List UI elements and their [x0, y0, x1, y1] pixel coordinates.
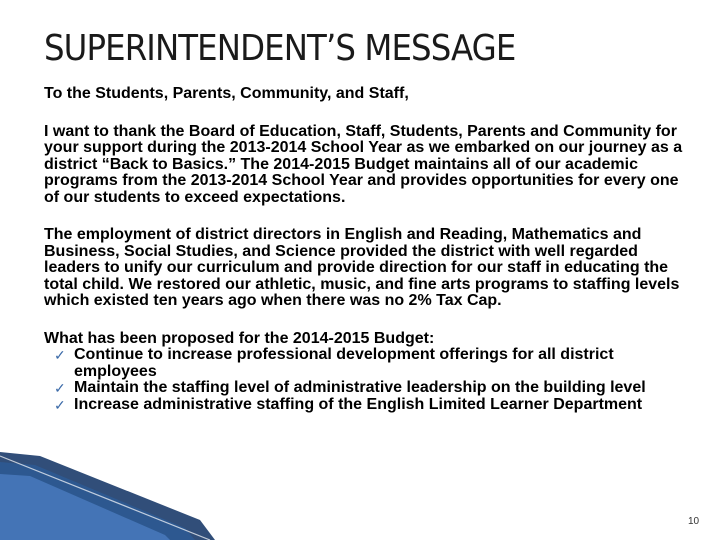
- list-item-text: Increase administrative staffing of the English Limited Learner Department: [74, 395, 643, 413]
- list-item: [54, 346, 690, 380]
- paragraph-directors: The employment of district directors in English and Reading, Mathematics and Business, Social Studies, and Science provided the district with well regarded leaders to unify our curriculum and provide direction for our staff in educating the total child. We restored our athletic, music, and fine arts programs to staffing levels which existed ten years ago when there was no 2% Tax Cap.: [44, 226, 680, 309]
- checkmark-icon: ✓: [54, 396, 66, 413]
- list-item-text: Maintain the staffing level of administrative leadership on the building level: [74, 379, 646, 396]
- swoosh-light-band: [0, 474, 170, 540]
- list-item: [54, 379, 690, 397]
- slide-body: [44, 86, 690, 413]
- list-item: [54, 395, 690, 414]
- checkmark-icon: ✓: [54, 380, 66, 396]
- paragraph-thanks: I want to thank the Board of Education, Staff, Students, Parents and Community for your support during the 2013-2014 School Year as we embarked on our journey as a district “Back to Basics.” The 2014-2015 Budget maintains all of our academic programs from the 2013-2014 School Year and provides opportunities for every one of our students to exceed expectations.: [44, 122, 683, 206]
- salutation: To the Students, Parents, Community, and Staff,: [44, 85, 409, 102]
- swoosh-highlight-line: [0, 456, 210, 540]
- proposal-list: [44, 347, 690, 413]
- swoosh-mid-band: [0, 462, 195, 540]
- checkmark-icon: ✓: [54, 347, 66, 363]
- swoosh-dark-band: [0, 452, 215, 540]
- list-item-text: Continue to increase professional development offerings for all district employees: [74, 346, 614, 380]
- slide-title: SUPERINTENDENT’S MESSAGE: [44, 28, 516, 69]
- page-number: 10: [688, 516, 700, 527]
- proposal-intro: What has been proposed for the 2014-2015 Budget:: [44, 329, 435, 347]
